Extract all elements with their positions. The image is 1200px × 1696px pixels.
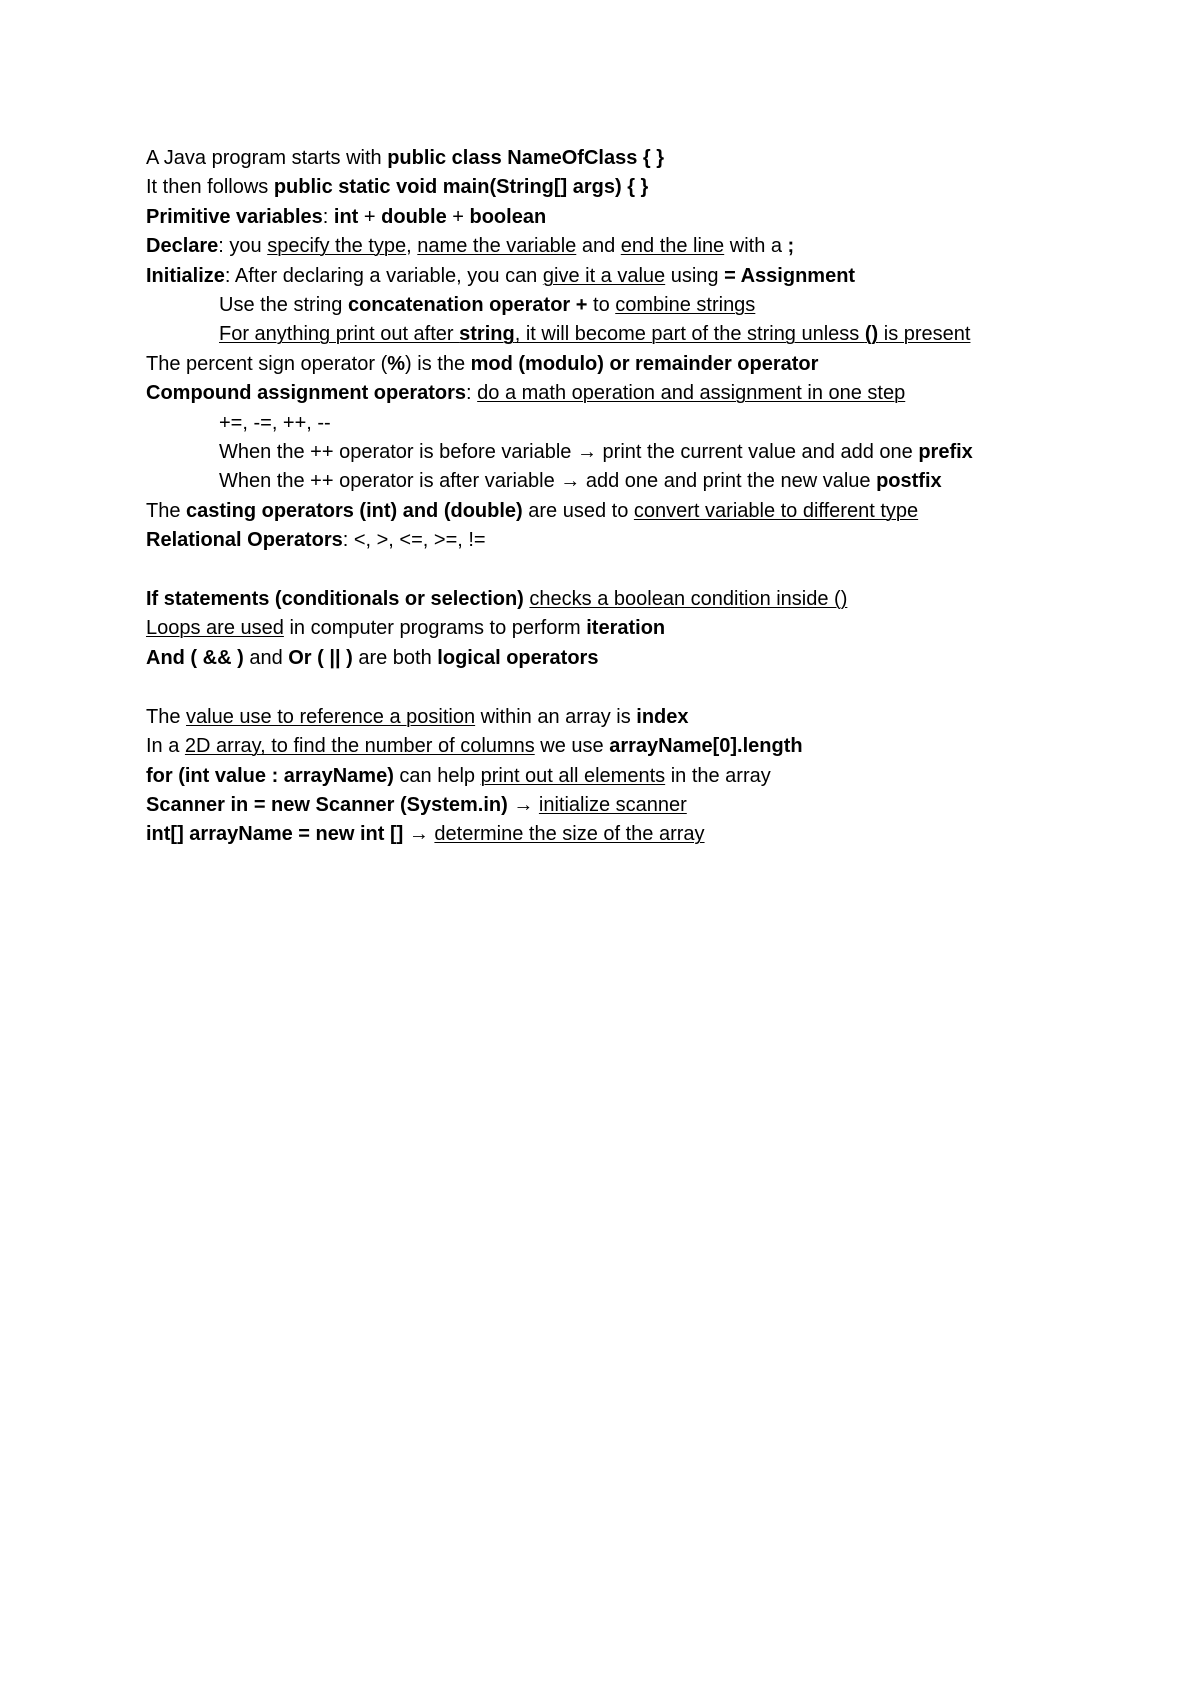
- text-line: [146, 820, 1086, 849]
- text-segment: ,: [406, 235, 418, 258]
- text-segment: public static void main(String[] args) { }: [273, 176, 649, 199]
- text-segment: A Java program starts with: [146, 147, 388, 169]
- text-segment: When the ++ operator is before variable → print the current value and add one: [219, 441, 919, 464]
- text-line: [146, 644, 1086, 673]
- text-segment: When the ++ operator is after variable → add one and print the new value: [219, 470, 877, 493]
- text-segment: string: [459, 323, 515, 346]
- text-segment: →: [507, 793, 539, 816]
- text-line: [146, 791, 1086, 820]
- text-segment: 2D array, to find the number of columns: [184, 735, 535, 758]
- text-segment: = Assignment: [724, 264, 856, 287]
- text-segment: convert variable to different type: [633, 499, 919, 522]
- text-segment: we use: [534, 735, 610, 758]
- text-segment: And ( && ): [146, 646, 244, 669]
- text-line: [146, 379, 1086, 408]
- text-segment: combine strings: [615, 294, 756, 317]
- text-segment: arrayName[0].length: [609, 735, 803, 758]
- text-segment: →: [403, 823, 435, 846]
- text-segment: checks a boolean condition inside (): [529, 588, 848, 611]
- text-segment: Use the string: [219, 294, 348, 317]
- text-segment: value use to reference a position: [186, 705, 476, 728]
- text-segment: Primitive variables: [146, 205, 323, 228]
- blank-line: [146, 556, 1086, 585]
- text-line: [146, 291, 1086, 320]
- text-segment: casting operators (int) and (double): [186, 499, 523, 522]
- text-line: [146, 144, 1086, 173]
- text-segment: boolean: [469, 205, 547, 228]
- text-segment: : After declaring a variable, you can: [224, 264, 543, 287]
- text-segment: If statements (conditionals or selection): [146, 588, 524, 611]
- text-segment: ) is the: [405, 352, 471, 375]
- text-segment: :: [322, 205, 334, 228]
- text-line: [146, 173, 1086, 202]
- text-segment: In a: [146, 735, 185, 758]
- text-segment: Scanner in = new Scanner (System.in): [146, 793, 508, 816]
- text-segment: determine the size of the array: [434, 823, 705, 846]
- text-segment: :: [466, 382, 478, 405]
- text-segment: public class NameOfClass { }: [387, 147, 664, 169]
- text-line: [146, 409, 1086, 438]
- text-line: [146, 762, 1086, 791]
- text-segment: end the line: [620, 235, 725, 258]
- text-line: [146, 350, 1086, 379]
- text-segment: The percent sign operator (: [146, 352, 388, 375]
- text-segment: Initialize: [146, 264, 225, 287]
- text-segment: mod (modulo) or remainder operator: [470, 352, 819, 375]
- text-segment: int: [333, 205, 359, 228]
- text-segment: Declare: [146, 235, 219, 258]
- text-line: [146, 232, 1086, 261]
- text-line: [146, 526, 1086, 555]
- text-segment: for (int value : arrayName): [146, 764, 394, 787]
- text-line: [146, 732, 1086, 761]
- text-segment: initialize scanner: [538, 793, 687, 816]
- text-segment: index: [636, 705, 689, 728]
- text-segment: ;: [787, 235, 795, 258]
- text-segment: : you: [218, 235, 268, 258]
- text-segment: print out all elements: [480, 764, 666, 787]
- text-segment: logical operators: [437, 646, 599, 669]
- text-segment: Or ( || ): [288, 646, 353, 669]
- text-segment: +=, -=, ++, --: [219, 411, 331, 434]
- text-line: [146, 703, 1086, 732]
- text-segment: concatenation operator +: [347, 294, 588, 317]
- text-line: [146, 320, 1086, 349]
- text-segment: double: [381, 205, 447, 228]
- text-segment: : <, >, <=, >=, !=: [342, 529, 486, 552]
- text-segment: give it a value: [542, 264, 666, 287]
- text-line: [146, 614, 1086, 643]
- text-segment: in the array: [665, 764, 771, 787]
- document-body: [146, 144, 1086, 850]
- text-segment: Relational Operators: [146, 529, 343, 552]
- text-segment: prefix: [918, 441, 973, 464]
- text-segment: can help: [393, 764, 481, 787]
- text-line: [146, 262, 1086, 291]
- text-line: [146, 438, 1086, 467]
- blank-line: [146, 673, 1086, 702]
- text-segment: The: [146, 499, 187, 522]
- text-segment: using: [665, 264, 725, 287]
- text-line: [146, 497, 1086, 526]
- text-segment: The: [146, 705, 187, 728]
- text-segment: For anything print out after: [219, 323, 460, 346]
- text-segment: , it will become part of the string unless: [514, 323, 865, 346]
- text-segment: It then follows: [146, 176, 274, 199]
- text-segment: (): [864, 323, 879, 346]
- text-segment: are both: [352, 646, 438, 669]
- text-line: [146, 585, 1086, 614]
- text-segment: Loops are used: [146, 617, 284, 640]
- text-segment: are used to: [522, 499, 634, 522]
- text-segment: in computer programs to perform: [283, 617, 587, 640]
- text-segment: name the variable: [417, 235, 577, 258]
- text-segment: to: [587, 294, 616, 317]
- text-segment: do a math operation and assignment in one step: [477, 382, 906, 405]
- text-line: [146, 203, 1086, 232]
- text-segment: Compound assignment operators: [146, 382, 467, 405]
- text-segment: +: [446, 205, 470, 228]
- text-segment: specify the type: [267, 235, 407, 258]
- text-segment: and: [243, 646, 289, 669]
- text-segment: is present: [878, 323, 971, 346]
- text-segment: and: [576, 235, 621, 258]
- text-segment: with a: [724, 235, 788, 258]
- text-segment: within an array is: [475, 705, 637, 728]
- text-segment: postfix: [876, 470, 942, 493]
- text-segment: +: [358, 205, 382, 228]
- text-segment: iteration: [586, 617, 666, 640]
- text-segment: int[] arrayName = new int []: [146, 823, 404, 846]
- text-segment: %: [387, 352, 406, 375]
- text-line: [146, 467, 1086, 496]
